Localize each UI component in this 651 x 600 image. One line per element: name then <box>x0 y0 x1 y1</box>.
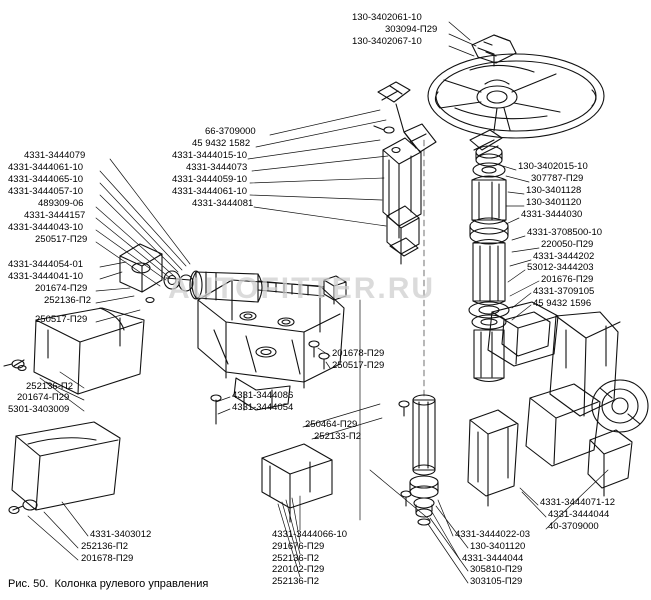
label-303105-p29: 303105-П29 <box>470 576 523 587</box>
label-252136-p2-bc2: 252136-П2 <box>272 576 319 587</box>
label-4331-3444015-10: 4331-3444015-10 <box>172 150 248 161</box>
label-305810-p29: 305810-П29 <box>470 564 523 575</box>
label-4331-3444065-10: 4331-3444065-10 <box>8 174 84 185</box>
label-201676-p29: 201676-П29 <box>541 274 594 285</box>
label-250517-p29-upper: 250517-П29 <box>35 234 88 245</box>
label-4331-3709105: 4331-3709105 <box>533 286 595 297</box>
label-4331-3444066-10: 4331-3444066-10 <box>272 529 348 540</box>
label-4331-3444059-10: 4331-3444059-10 <box>172 174 248 185</box>
label-252136-p2-bc1: 252136-П2 <box>272 553 319 564</box>
label-4331-3444079: 4331-3444079 <box>24 150 86 161</box>
label-303094-p29: 303094-П29 <box>385 24 438 35</box>
label-130-3401120-lower: 130-3401120 <box>470 541 526 552</box>
label-307787-p29: 307787-П29 <box>531 173 584 184</box>
label-250517-p29-center: 250517-П29 <box>332 360 385 371</box>
label-4331-3444071-12: 4331-3444071-12 <box>540 497 616 508</box>
label-252133-p2: 252133-П2 <box>314 431 361 442</box>
label-4331-3444054: 4331-3444054 <box>232 402 294 413</box>
label-5301-3403009: 5301-3403009 <box>8 404 70 415</box>
label-40-3709000: 40-3709000 <box>548 521 599 532</box>
label-201674-p29-upper: 201674-П29 <box>35 283 88 294</box>
label-4331-3444041-10: 4331-3444041-10 <box>8 271 84 282</box>
label-252136-p2-lower: 252136-П2 <box>26 381 73 392</box>
figure-title: Колонка рулевого управления <box>54 578 209 590</box>
label-130-3402067-10: 130-3402067-10 <box>352 36 422 47</box>
label-4331-3444157: 4331-3444157 <box>24 210 86 221</box>
label-201678-p29-center: 201678-П29 <box>332 348 385 359</box>
label-4331-3444086: 4331-3444086 <box>232 390 294 401</box>
label-4331-3708500-10: 4331-3708500-10 <box>527 227 603 238</box>
label-4331-3444054-01: 4331-3444054-01 <box>8 259 84 270</box>
label-201678-p29-bottomleft: 201678-П29 <box>81 553 134 564</box>
label-45-9432-1582: 45 9432 1582 <box>192 138 251 149</box>
label-489309-06: 489309-06 <box>38 198 84 209</box>
label-4331-3444022-03: 4331-3444022-03 <box>455 529 531 540</box>
label-4331-3444061-10-left: 4331-3444061-10 <box>8 162 84 173</box>
label-220050-p29: 220050-П29 <box>541 239 594 250</box>
label-291676-p29: 291676-П29 <box>272 541 325 552</box>
label-130-3402061-10: 130-3402061-10 <box>352 12 422 23</box>
label-130-3401120-upper: 130-3401120 <box>526 197 582 208</box>
label-250517-p29-mid: 250517-П29 <box>35 314 88 325</box>
label-4331-3444081: 4331-3444081 <box>192 198 254 209</box>
label-53012-3444203: 53012-3444203 <box>527 262 594 273</box>
label-4331-3403012: 4331-3403012 <box>90 529 152 540</box>
label-220102-p29: 220102-П29 <box>272 564 325 575</box>
label-4331-3444202: 4331-3444202 <box>533 251 595 262</box>
label-252136-p2-bottomleft: 252136-П2 <box>81 541 128 552</box>
label-4331-3444061-10-center: 4331-3444061-10 <box>172 186 248 197</box>
figure-number: Рис. 50. <box>8 578 49 590</box>
label-201674-p29-lower: 201674-П29 <box>17 392 70 403</box>
label-130-3402015-10: 130-3402015-10 <box>518 161 588 172</box>
label-250464-p29: 250464-П29 <box>305 419 358 430</box>
label-4331-3444073: 4331-3444073 <box>186 162 248 173</box>
figure-caption <box>8 578 208 590</box>
label-4331-3444044-lower: 4331-3444044 <box>462 553 524 564</box>
label-252136-p2-upper: 252136-П2 <box>44 295 91 306</box>
label-4331-3444043-10: 4331-3444043-10 <box>8 222 84 233</box>
label-4331-3444030: 4331-3444030 <box>521 209 583 220</box>
label-4331-3444044-right: 4331-3444044 <box>548 509 610 520</box>
watermark-text: AUTOFITTER.RU <box>168 272 436 305</box>
label-45-9432-1596: 45 9432 1596 <box>533 298 592 309</box>
label-130-3401128: 130-3401128 <box>526 185 582 196</box>
label-4331-3444057-10: 4331-3444057-10 <box>8 186 84 197</box>
label-66-3709000: 66-3709000 <box>205 126 256 137</box>
